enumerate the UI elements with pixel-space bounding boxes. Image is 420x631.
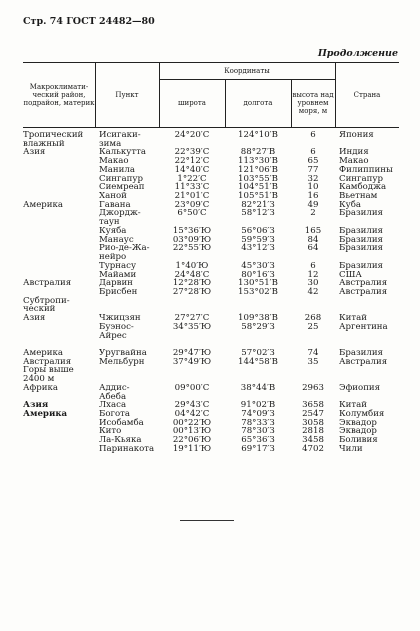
- cell-region: Америка: [23, 409, 68, 419]
- cell-point: Турнасу: [99, 260, 137, 271]
- cell-lon: 59°59′З: [241, 234, 275, 245]
- cell-lat: 27°28′Ю: [172, 286, 212, 297]
- cell-elev: 4702: [302, 443, 324, 454]
- cell-lat: 22°39′С: [174, 147, 210, 158]
- cell-lat: 34°35′Ю: [172, 321, 212, 332]
- cell-point: Паринакота: [99, 443, 155, 454]
- cell-lat: 23°09′С: [174, 199, 210, 210]
- cell-elev: 3058: [302, 417, 324, 428]
- cell-country: Бразилия: [339, 208, 383, 219]
- cell-lon: 43°12′З: [241, 243, 275, 254]
- cell-lon: 78°33′З: [241, 417, 275, 428]
- cell-lat: 19°11′Ю: [172, 443, 212, 454]
- table-row: [23, 288, 399, 297]
- cell-lon: 130°51′В: [238, 278, 278, 289]
- cell-country: Япония: [339, 130, 374, 140]
- cell-lat: 21°01′С: [174, 191, 210, 202]
- cell-elev: 6: [310, 260, 316, 271]
- cell-lon: 105°51′В: [238, 191, 278, 202]
- cell-point: Сиемреап: [99, 182, 145, 193]
- footer-rule: [180, 520, 234, 521]
- cell-lon: 65°36′З: [241, 435, 275, 446]
- cell-point: Лхаса: [99, 400, 127, 411]
- table-row: [23, 366, 399, 375]
- cell-lat: 00°13′Ю: [172, 426, 212, 437]
- cell-elev: 77: [307, 164, 319, 175]
- cell-country: Боливия: [339, 435, 378, 446]
- cell-elev: 2963: [302, 382, 324, 393]
- cell-point: Рио-де-Жа-: [99, 243, 150, 254]
- cell-lon: 69°17′З: [241, 443, 275, 454]
- cell-region: Азия: [23, 147, 46, 158]
- cell-point: Манаус: [99, 234, 134, 245]
- cell-elev: 2818: [302, 426, 324, 437]
- cell-lat: 27°27′С: [174, 313, 210, 324]
- cell-elev: 84: [307, 234, 319, 245]
- cell-country: Индия: [339, 147, 369, 158]
- cell-country: Филиппины: [339, 164, 393, 175]
- cell-lon: 56°06′З: [241, 225, 275, 236]
- table-row: [23, 358, 399, 367]
- cell-point: Исобамба: [99, 417, 144, 428]
- cell-lat: 6°50′С: [177, 208, 207, 219]
- table-row: [23, 244, 399, 253]
- cell-point: Калькутта: [99, 147, 146, 158]
- cell-lat: 09°00′С: [174, 382, 210, 393]
- cell-elev: 268: [304, 313, 322, 324]
- cell-elev: 74: [307, 347, 319, 358]
- cell-country: США: [339, 269, 362, 280]
- header-country: Страна: [353, 91, 381, 99]
- cell-lon: 57°02′З: [241, 347, 275, 358]
- cell-country: Китай: [339, 400, 367, 411]
- cell-lon: 103°55′В: [238, 173, 278, 184]
- cell-elev: 35: [307, 356, 319, 367]
- header-point: Пункт: [115, 91, 139, 99]
- cell-lon: 82°21′З: [241, 199, 275, 210]
- cell-country: Австралия: [339, 356, 388, 367]
- cell-lon: 109°38′В: [238, 313, 278, 324]
- cell-point: Манила: [99, 164, 135, 175]
- cell-region: Австралия: [23, 278, 72, 289]
- cell-lon: 45°30′З: [241, 260, 275, 271]
- continuation-label: Продолжение: [317, 48, 398, 59]
- cell-lon: 104°51′В: [238, 182, 278, 193]
- cell-point: Исигаки-: [99, 130, 141, 140]
- cell-country: Австралия: [339, 286, 388, 297]
- cell-region: Горы выше: [23, 365, 74, 376]
- cell-country: Эквадор: [339, 417, 377, 428]
- cell-country: Австралия: [339, 278, 388, 289]
- cell-elev: 2: [310, 208, 316, 219]
- cell-elev: 64: [307, 243, 319, 254]
- cell-lat: 04°42′С: [174, 409, 210, 419]
- table-header: [23, 62, 399, 128]
- cell-country: Бразилия: [339, 234, 383, 245]
- cell-point: Богота: [99, 409, 131, 419]
- cell-lon: 80°16′З: [241, 269, 275, 280]
- cell-lat: 03°09′Ю: [172, 234, 212, 245]
- cell-point: Чжицзян: [99, 313, 141, 324]
- cell-region: Австралия: [23, 356, 72, 367]
- cell-region: влажный: [23, 138, 65, 149]
- header-latitude: широта: [178, 99, 206, 107]
- cell-country: Бразилия: [339, 347, 383, 358]
- cell-region: ческий: [23, 304, 56, 315]
- cell-region: Тропический: [23, 130, 84, 140]
- table-row: [23, 323, 399, 332]
- cell-lat: 37°49′Ю: [172, 356, 212, 367]
- cell-point: Буэнос-: [99, 321, 134, 332]
- cell-region: 2400 м: [23, 374, 55, 385]
- cell-lat: 22°06′Ю: [172, 435, 212, 446]
- page-header: [23, 16, 398, 28]
- table-row: [23, 445, 399, 454]
- page-number-label: Стр. 74 ГОСТ 24482—80: [23, 16, 155, 27]
- header-elevation: высота над уровнем моря, м: [292, 91, 334, 115]
- cell-point: Гавана: [99, 199, 131, 210]
- cell-lat: 1°40′Ю: [175, 260, 209, 271]
- table-row: [23, 209, 399, 218]
- cell-point: Дарвин: [99, 278, 133, 289]
- cell-country: Куба: [339, 199, 362, 210]
- cell-lon: 121°06′В: [238, 164, 278, 175]
- cell-country: Эквадор: [339, 426, 377, 437]
- cell-elev: 49: [307, 199, 319, 210]
- cell-country: Чили: [339, 443, 363, 454]
- cell-point: Айрес: [99, 330, 127, 341]
- cell-elev: 16: [307, 191, 319, 202]
- cell-country: Китай: [339, 313, 367, 324]
- cell-elev: 12: [307, 269, 319, 280]
- cell-lon: 38°44′В: [240, 382, 276, 393]
- cell-lon: 58°12′З: [241, 208, 275, 219]
- header-region: Макроклимати-ческий район, подрайон, материк: [23, 83, 95, 107]
- cell-country: Сингапур: [339, 173, 383, 184]
- cell-lon: 153°02′В: [238, 286, 278, 297]
- table-row: [23, 384, 399, 393]
- cell-lon: 113°30′В: [238, 156, 278, 167]
- cell-point: Джордж-: [99, 208, 141, 219]
- cell-elev: 6: [310, 147, 316, 158]
- cell-point: Кито: [99, 426, 122, 437]
- cell-country: Макао: [339, 156, 369, 167]
- cell-lat: 1°22′С: [177, 173, 207, 184]
- cell-country: Бразилия: [339, 243, 383, 254]
- cell-point: Сингапур: [99, 173, 143, 184]
- cell-lat: 22°55′Ю: [172, 243, 212, 254]
- cell-lat: 11°33′С: [174, 182, 210, 193]
- cell-lat: 15°36′Ю: [172, 225, 212, 236]
- cell-country: Бразилия: [339, 225, 383, 236]
- cell-elev: 32: [307, 173, 319, 184]
- cell-country: Аргентина: [339, 321, 388, 332]
- table-row: [23, 131, 399, 140]
- cell-country: Камбоджа: [339, 182, 387, 193]
- cell-elev: 3458: [302, 435, 324, 446]
- cell-region: Азия: [23, 400, 49, 411]
- cell-point: таун: [99, 217, 120, 228]
- cell-lat: 00°22′Ю: [172, 417, 212, 428]
- cell-point: Майами: [99, 269, 137, 280]
- cell-lon: 124°10′В: [238, 130, 278, 140]
- header-coordinates: Координаты: [224, 67, 270, 75]
- cell-point: Ханой: [99, 191, 127, 202]
- cell-elev: 3658: [302, 400, 324, 411]
- cell-elev: 30: [307, 278, 319, 289]
- cell-elev: 2547: [302, 409, 324, 419]
- cell-point: Абеба: [99, 391, 127, 402]
- cell-country: Бразилия: [339, 260, 383, 271]
- cell-country: Эфиопия: [339, 382, 381, 393]
- header-longitude: долгота: [243, 99, 273, 107]
- cell-elev: 42: [307, 286, 319, 297]
- coordinates-table: [23, 62, 399, 454]
- cell-region: Африка: [23, 382, 58, 393]
- cell-point: зима: [99, 138, 122, 149]
- cell-lat: 29°47′Ю: [172, 347, 212, 358]
- cell-country: Вьетнам: [339, 191, 378, 202]
- cell-elev: 65: [307, 156, 319, 167]
- cell-lon: 91°02′В: [240, 400, 276, 411]
- cell-lat: 24°48′С: [174, 269, 210, 280]
- cell-region: Субтропи-: [23, 295, 70, 306]
- cell-lon: 58°29′З: [241, 321, 275, 332]
- cell-lon: 74°09′З: [241, 409, 275, 419]
- cell-elev: 165: [304, 225, 322, 236]
- cell-point: нейро: [99, 252, 127, 263]
- cell-lat: 14°40′С: [174, 164, 210, 175]
- cell-lon: 88°27′В: [240, 147, 276, 158]
- cell-elev: 25: [307, 321, 319, 332]
- cell-region: Америка: [23, 199, 64, 210]
- cell-lat: 22°12′С: [174, 156, 210, 167]
- cell-point: Мельбурн: [99, 356, 145, 367]
- cell-lon: 78°30′З: [241, 426, 275, 437]
- cell-point: Брисбен: [99, 286, 138, 297]
- cell-lon: 144°58′В: [238, 356, 278, 367]
- table-body: [23, 128, 399, 454]
- cell-lat: 29°43′С: [174, 400, 210, 411]
- cell-point: Макао: [99, 156, 129, 167]
- table-row: [23, 332, 399, 341]
- cell-region: Америка: [23, 347, 64, 358]
- table-row: [23, 297, 399, 306]
- cell-point: Аддис-: [99, 382, 130, 393]
- cell-country: Колумбия: [339, 409, 385, 419]
- cell-elev: 6: [310, 130, 316, 140]
- cell-region: Азия: [23, 313, 46, 324]
- cell-point: Ла-Кьяка: [99, 435, 142, 446]
- cell-point: Куяба: [99, 225, 127, 236]
- cell-point: Уругвайна: [99, 347, 147, 358]
- cell-elev: 10: [307, 182, 319, 193]
- cell-lat: 12°28′Ю: [172, 278, 212, 289]
- cell-lat: 24°20′С: [174, 130, 210, 140]
